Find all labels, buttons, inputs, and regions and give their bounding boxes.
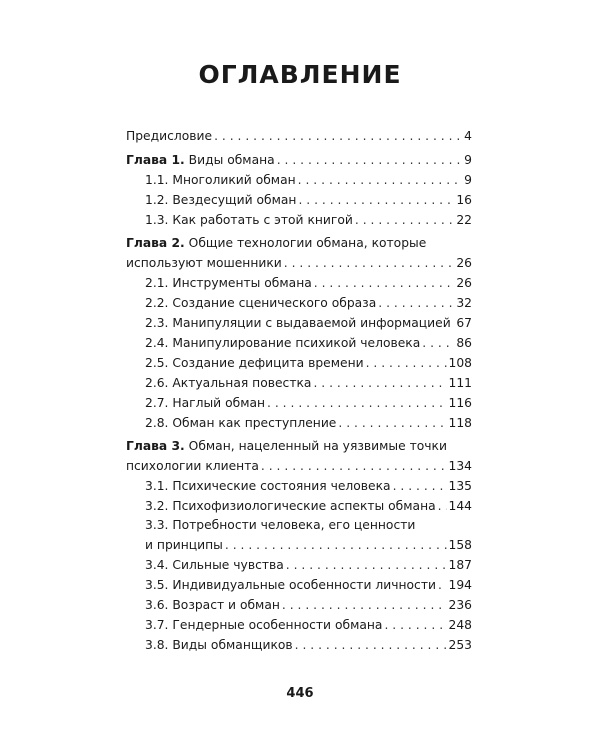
page-title: ОГЛАВЛЕНИЕ — [198, 60, 402, 89]
toc-section[interactable] — [126, 190, 472, 210]
toc-entry-label: 3.4. Сильные чувства — [145, 558, 284, 572]
page-number: 446 — [286, 686, 314, 701]
toc-entry-label: 3.5. Индивидуальные особенности личности — [145, 578, 436, 592]
dot-leader — [453, 313, 455, 333]
toc-entry-label: 2.1. Инструменты обмана — [145, 276, 312, 290]
toc-section[interactable] — [126, 333, 472, 353]
dot-leader — [438, 575, 447, 595]
dot-leader — [422, 333, 454, 353]
dot-leader — [225, 535, 447, 555]
dot-leader — [366, 353, 447, 373]
dot-leader — [214, 126, 462, 146]
toc-entry-page: 4 — [464, 129, 472, 143]
toc-entry-page: 144 — [448, 499, 472, 513]
dot-leader — [295, 635, 447, 655]
toc-chapter-3-title-line1[interactable] — [126, 437, 472, 456]
toc-entry-label: Предисловие — [126, 129, 213, 143]
toc-section[interactable] — [126, 476, 472, 496]
dot-leader — [261, 456, 447, 476]
chapter-title-text: Общие технологии обмана, которые — [184, 236, 427, 250]
toc-section[interactable] — [126, 373, 472, 393]
toc-section-line1[interactable] — [126, 516, 472, 535]
toc-section[interactable] — [126, 170, 472, 190]
toc-entry-label: 3.7. Гендерные особенности обмана — [145, 618, 383, 632]
toc-entry-label: 2.6. Актуальная повестка — [145, 376, 312, 390]
toc-entry-label: 2.3. Манипуляции с выдаваемой информацией — [145, 316, 451, 330]
toc-entry-page: 22 — [456, 213, 472, 227]
toc-entry-label: 2.2. Создание сценического образа — [145, 296, 377, 310]
toc-entry-page: 187 — [448, 558, 472, 572]
dot-leader — [355, 210, 454, 230]
toc-entry-page: 135 — [448, 479, 472, 493]
chapter-title-text: используют мошенники — [126, 256, 282, 270]
toc-entry-label: 2.4. Манипулирование психикой человека — [145, 336, 421, 350]
chapter-prefix: Глава 2. — [126, 236, 185, 250]
dot-leader — [277, 150, 462, 170]
toc-entry-page: 86 — [456, 336, 472, 350]
toc-section[interactable] — [126, 595, 472, 615]
toc-section[interactable] — [126, 313, 472, 333]
toc-entry-page: 118 — [448, 416, 472, 430]
dot-leader — [313, 373, 446, 393]
dot-leader — [378, 293, 454, 313]
toc-entry-label: 3.1. Психические состояния человека — [145, 479, 391, 493]
toc-section[interactable] — [126, 496, 472, 516]
toc-entry-page: 67 — [456, 316, 472, 330]
toc-entry-label: 3.3. Потребности человека, его ценности — [145, 518, 416, 532]
toc-entry-page: 9 — [464, 153, 472, 167]
dot-leader — [384, 615, 446, 635]
chapter-title-text: психологии клиента — [126, 459, 259, 473]
dot-leader — [284, 253, 455, 273]
toc-entry-page: 111 — [448, 376, 472, 390]
dot-leader — [282, 595, 447, 615]
toc-entry-page: 236 — [448, 598, 472, 612]
toc-section[interactable] — [126, 413, 472, 433]
toc-entry-page: 32 — [456, 296, 472, 310]
dot-leader — [438, 496, 447, 516]
chapter-title — [126, 150, 275, 170]
dot-leader — [298, 170, 463, 190]
chapter-prefix: Глава 3. — [126, 439, 185, 453]
toc-entry-page: 26 — [456, 276, 472, 290]
toc-entry-label: 1.2. Вездесущий обман — [145, 193, 297, 207]
toc-entry-label: 3.2. Психофизиологические аспекты обмана — [145, 499, 436, 513]
dot-leader — [393, 476, 447, 496]
chapter-title-text: Виды обмана — [184, 153, 275, 167]
dot-leader — [267, 393, 446, 413]
toc-entry-label: 1.1. Многоликий обман — [145, 173, 296, 187]
toc-entry-page: 108 — [448, 356, 472, 370]
toc-chapter-2-title-line1[interactable] — [126, 234, 472, 253]
toc-entry-label: и принципы — [145, 538, 223, 552]
toc-section[interactable] — [126, 615, 472, 635]
chapter-prefix: Глава 1. — [126, 153, 185, 167]
dot-leader — [314, 273, 455, 293]
toc-section[interactable] — [126, 575, 472, 595]
toc-section[interactable] — [126, 535, 472, 555]
toc-entry-page: 26 — [456, 256, 472, 270]
toc-section[interactable] — [126, 210, 472, 230]
chapter-title-text: Обман, нацеленный на уязвимые точки — [184, 439, 447, 453]
toc-chapter-2[interactable] — [126, 253, 472, 273]
toc-chapter-1[interactable] — [126, 150, 472, 170]
dot-leader — [338, 413, 446, 433]
table-of-contents — [126, 126, 472, 655]
toc-section[interactable] — [126, 635, 472, 655]
toc-entry-page: 158 — [448, 538, 472, 552]
toc-section[interactable] — [126, 293, 472, 313]
dot-leader — [298, 190, 454, 210]
toc-entry-label: 3.6. Возраст и обман — [145, 598, 280, 612]
toc-entry-page: 253 — [448, 638, 472, 652]
toc-section[interactable] — [126, 555, 472, 575]
toc-entry-page: 16 — [456, 193, 472, 207]
toc-entry-label: 2.5. Создание дефицита времени — [145, 356, 364, 370]
toc-section[interactable] — [126, 393, 472, 413]
toc-entry-page: 194 — [448, 578, 472, 592]
toc-entry-label: 1.3. Как работать с этой книгой — [145, 213, 353, 227]
toc-entry-page: 9 — [464, 173, 472, 187]
toc-section[interactable] — [126, 273, 472, 293]
toc-section[interactable] — [126, 353, 472, 373]
toc-entry-page: 116 — [448, 396, 472, 410]
toc-entry-page: 134 — [448, 459, 472, 473]
toc-entry-label: 2.8. Обман как преступление — [145, 416, 337, 430]
toc-entry-preface[interactable] — [126, 126, 472, 146]
dot-leader — [286, 555, 447, 575]
toc-chapter-3[interactable] — [126, 456, 472, 476]
toc-entry-page: 248 — [448, 618, 472, 632]
toc-entry-label: 2.7. Наглый обман — [145, 396, 266, 410]
toc-entry-label: 3.8. Виды обманщиков — [145, 638, 293, 652]
